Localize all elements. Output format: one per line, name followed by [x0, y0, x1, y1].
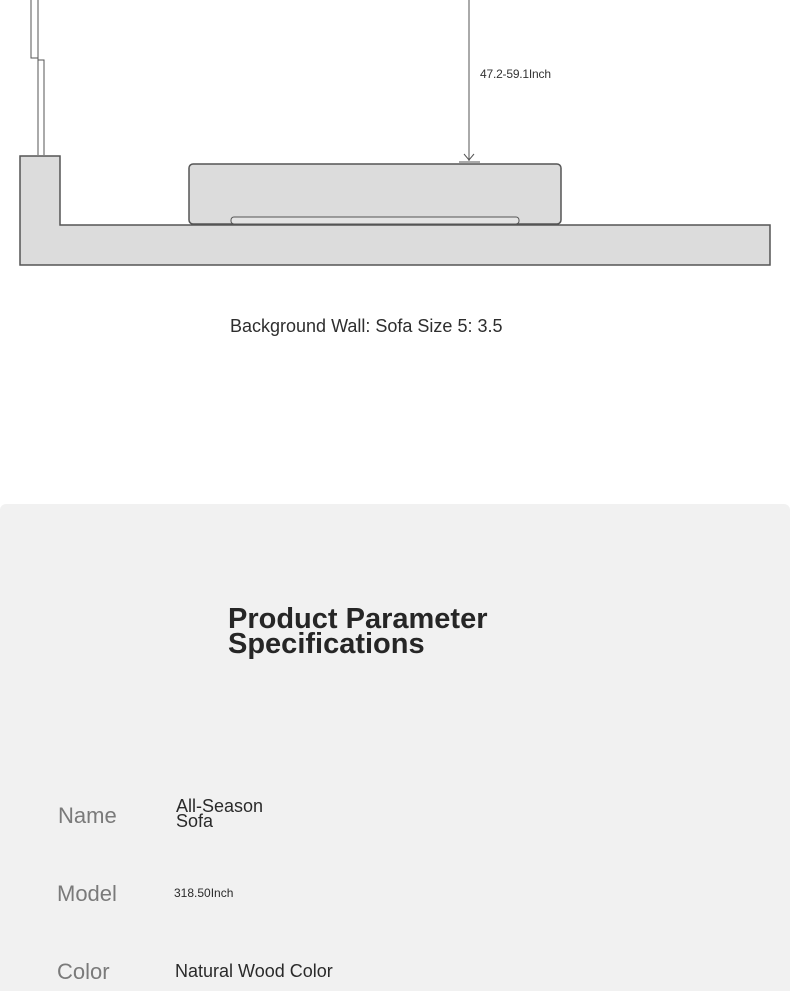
dimension-arrow — [459, 0, 480, 162]
spec-value-model: 318.50Inch — [174, 886, 234, 900]
sofa-size-diagram — [0, 0, 790, 290]
dimension-label: 47.2-59.1Inch — [480, 67, 551, 81]
spec-label-model: Model — [57, 881, 117, 906]
spec-title: Product Parameter Specifications — [228, 603, 488, 660]
spec-value-name: All-Season Sofa — [176, 796, 264, 831]
diagram-caption: Background Wall: Sofa Size 5: 3.5 — [230, 316, 503, 336]
spec-label-color: Color — [57, 959, 110, 984]
spec-label-name: Name — [58, 803, 117, 828]
spec-value-color: Natural Wood Color — [175, 961, 333, 981]
sofa-base-strip — [231, 217, 519, 224]
wall-edge-lines — [31, 0, 44, 155]
spec-panel — [0, 504, 790, 991]
sofa-shape — [189, 164, 561, 224]
